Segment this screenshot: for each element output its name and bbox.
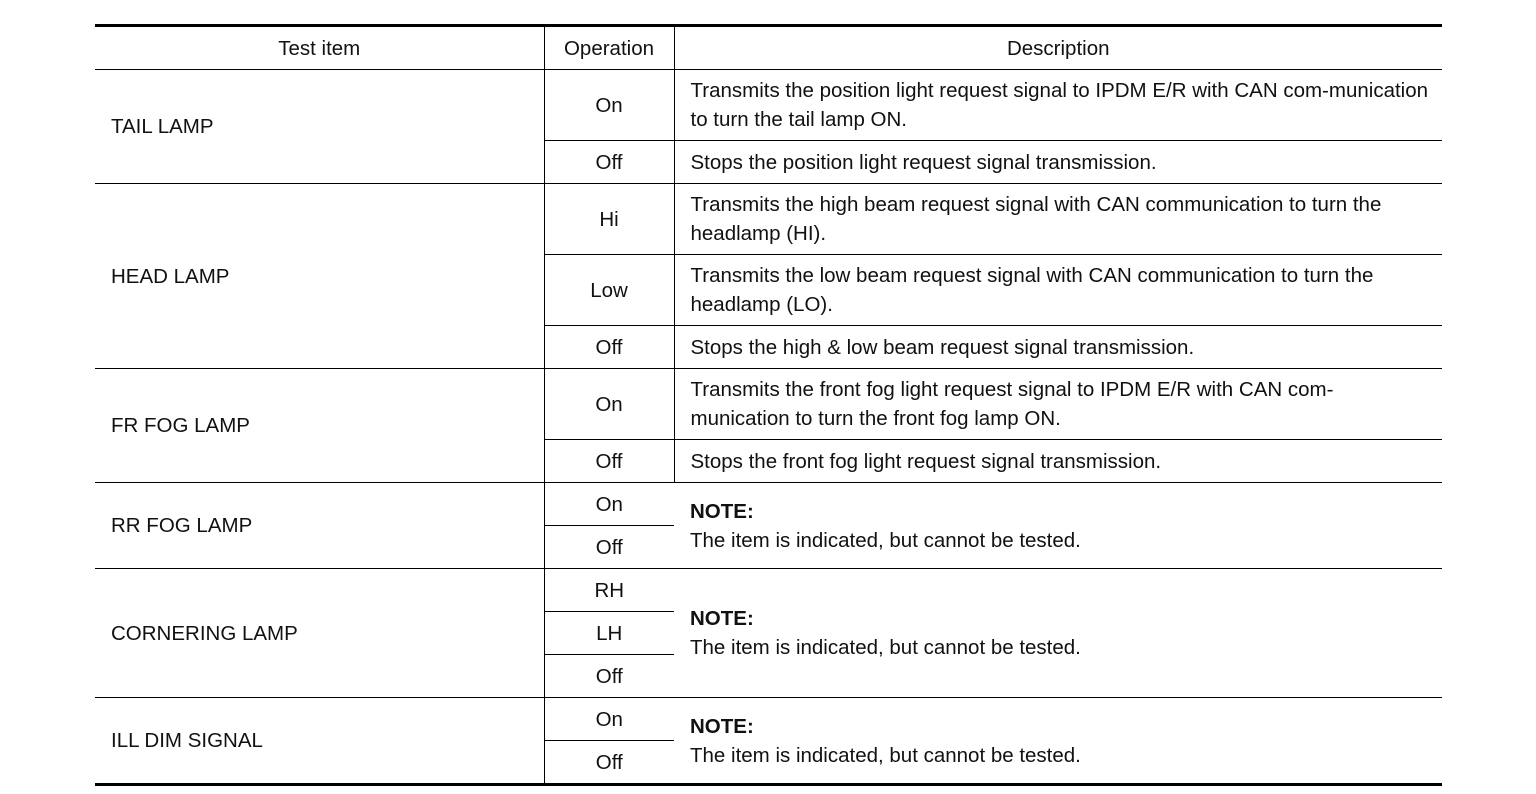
table-row xyxy=(95,184,1442,255)
table-row xyxy=(95,483,1442,526)
description-cell: Transmits the front fog light request signal to IPDM E/R with CAN com-munication to turn the front fog lamp ON. xyxy=(674,369,1442,440)
operation-cell: Off xyxy=(544,141,674,184)
test-item-fr-fog-lamp: FR FOG LAMP xyxy=(95,369,544,483)
active-test-table xyxy=(95,24,1442,786)
operation-cell: On xyxy=(544,369,674,440)
operation-cell: Off xyxy=(544,526,674,569)
header-description: Description xyxy=(674,26,1442,70)
operation-cell: Off xyxy=(544,741,674,785)
description-cell: Transmits the high beam request signal with CAN communication to turn the headlamp (HI). xyxy=(674,184,1442,255)
header-operation: Operation xyxy=(544,26,674,70)
operation-cell: Low xyxy=(544,255,674,326)
description-cell: Transmits the low beam request signal with CAN communication to turn the headlamp (LO). xyxy=(674,255,1442,326)
operation-cell: On xyxy=(544,483,674,526)
operation-cell: Off xyxy=(544,326,674,369)
note-title: NOTE: xyxy=(690,499,754,523)
description-cell: Stops the high & low beam request signal transmission. xyxy=(674,326,1442,369)
test-item-tail-lamp: TAIL LAMP xyxy=(95,70,544,184)
note-cell xyxy=(674,569,1442,698)
operation-cell: RH xyxy=(544,569,674,612)
table-row xyxy=(95,569,1442,612)
operation-cell: Off xyxy=(544,440,674,483)
description-cell: Stops the position light request signal transmission. xyxy=(674,141,1442,184)
table-row xyxy=(95,698,1442,741)
header-test-item: Test item xyxy=(95,26,544,70)
note-title: NOTE: xyxy=(690,714,754,738)
table-header-row xyxy=(95,26,1442,70)
note-cell xyxy=(674,698,1442,785)
description-cell: Stops the front fog light request signal transmission. xyxy=(674,440,1442,483)
operation-cell: LH xyxy=(544,612,674,655)
operation-cell: On xyxy=(544,698,674,741)
test-item-cornering-lamp: CORNERING LAMP xyxy=(95,569,544,698)
note-text: The item is indicated, but cannot be tested. xyxy=(690,743,1081,767)
test-item-ill-dim-signal: ILL DIM SIGNAL xyxy=(95,698,544,785)
test-item-head-lamp: HEAD LAMP xyxy=(95,184,544,369)
test-item-rr-fog-lamp: RR FOG LAMP xyxy=(95,483,544,569)
note-text: The item is indicated, but cannot be tested. xyxy=(690,636,1081,659)
note-cell xyxy=(674,483,1442,569)
note-title: NOTE: xyxy=(690,607,754,630)
operation-cell: Off xyxy=(544,655,674,698)
operation-cell: On xyxy=(544,70,674,141)
table-row xyxy=(95,369,1442,440)
table-row xyxy=(95,70,1442,141)
note-text: The item is indicated, but cannot be tested. xyxy=(690,528,1081,552)
operation-cell: Hi xyxy=(544,184,674,255)
description-cell: Transmits the position light request signal to IPDM E/R with CAN com-munication to turn the tail lamp ON. xyxy=(674,70,1442,141)
